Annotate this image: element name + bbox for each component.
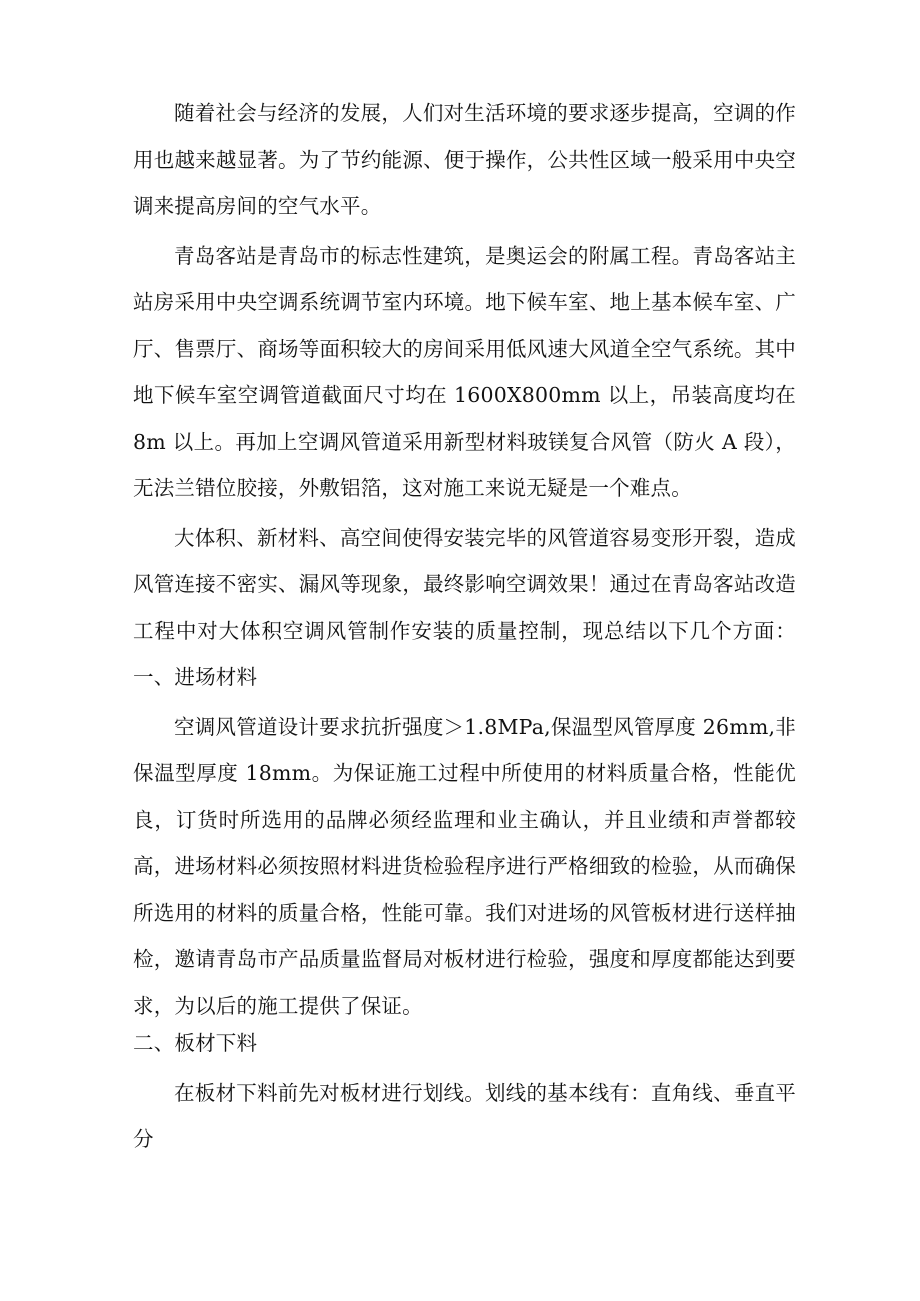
paragraph-intro: 随着社会与经济的发展，人们对生活环境的要求逐步提高，空调的作用也越来越显著。为了节约能源、便于操作，公共性区域一般采用中央空调来提高房间的空气水平。 bbox=[133, 101, 796, 218]
paragraph-cutting: 在板材下料前先对板材进行划线。划线的基本线有：直角线、垂直平分 bbox=[133, 1080, 796, 1151]
section-heading-cutting: 二、板材下料 bbox=[133, 1031, 258, 1055]
paragraph-difficulties: 大体积、新材料、高空间使得安装完毕的风管道容易变形开裂，造成风管连接不密实、漏风等现象，最终影响空调效果！通过在青岛客站改造工程中对大体积空调风管制作安装的质量控制，现总结以下几个方面：一、进场材料 bbox=[133, 525, 796, 689]
paragraph-materials: 空调风管道设计要求抗折强度＞1.8MPa,保温型风管厚度 26mm,非保温型厚度 18mm。为保证施工过程中所使用的材料质量合格，性能优良，订货时所选用的品牌必须经监理和业主确认，并且业绩和声誉都较高，进场材料必须按照材料进货检验程序进行严格细致的检验，从而确保所选用的材料的质量合格，性能可靠。我们对进场的风管板材进行送样抽检，邀请青岛市产品质量监督局对板材进行检验，强度和厚度都能达到要求，为以后的施工提供了保证。 bbox=[133, 714, 796, 1018]
document-body bbox=[133, 90, 796, 1166]
paragraph-qingdao-station: 青岛客站是青岛市的标志性建筑，是奥运会的附属工程。青岛客站主站房采用中央空调系统调节室内环境。地下候车室、地上基本候车室、广厅、售票厅、商场等面积较大的房间采用低风速大风道全空气系统。其中地下候车室空调管道截面尺寸均在 1600X800mm 以上，吊装高度均在 8m 以上。再加上空调风管道采用新型材料玻镁复合风管（防火 A 段），无法兰错位胶接，外敷铝箔，这对施工来说无疑是一个难点。 bbox=[133, 243, 796, 500]
